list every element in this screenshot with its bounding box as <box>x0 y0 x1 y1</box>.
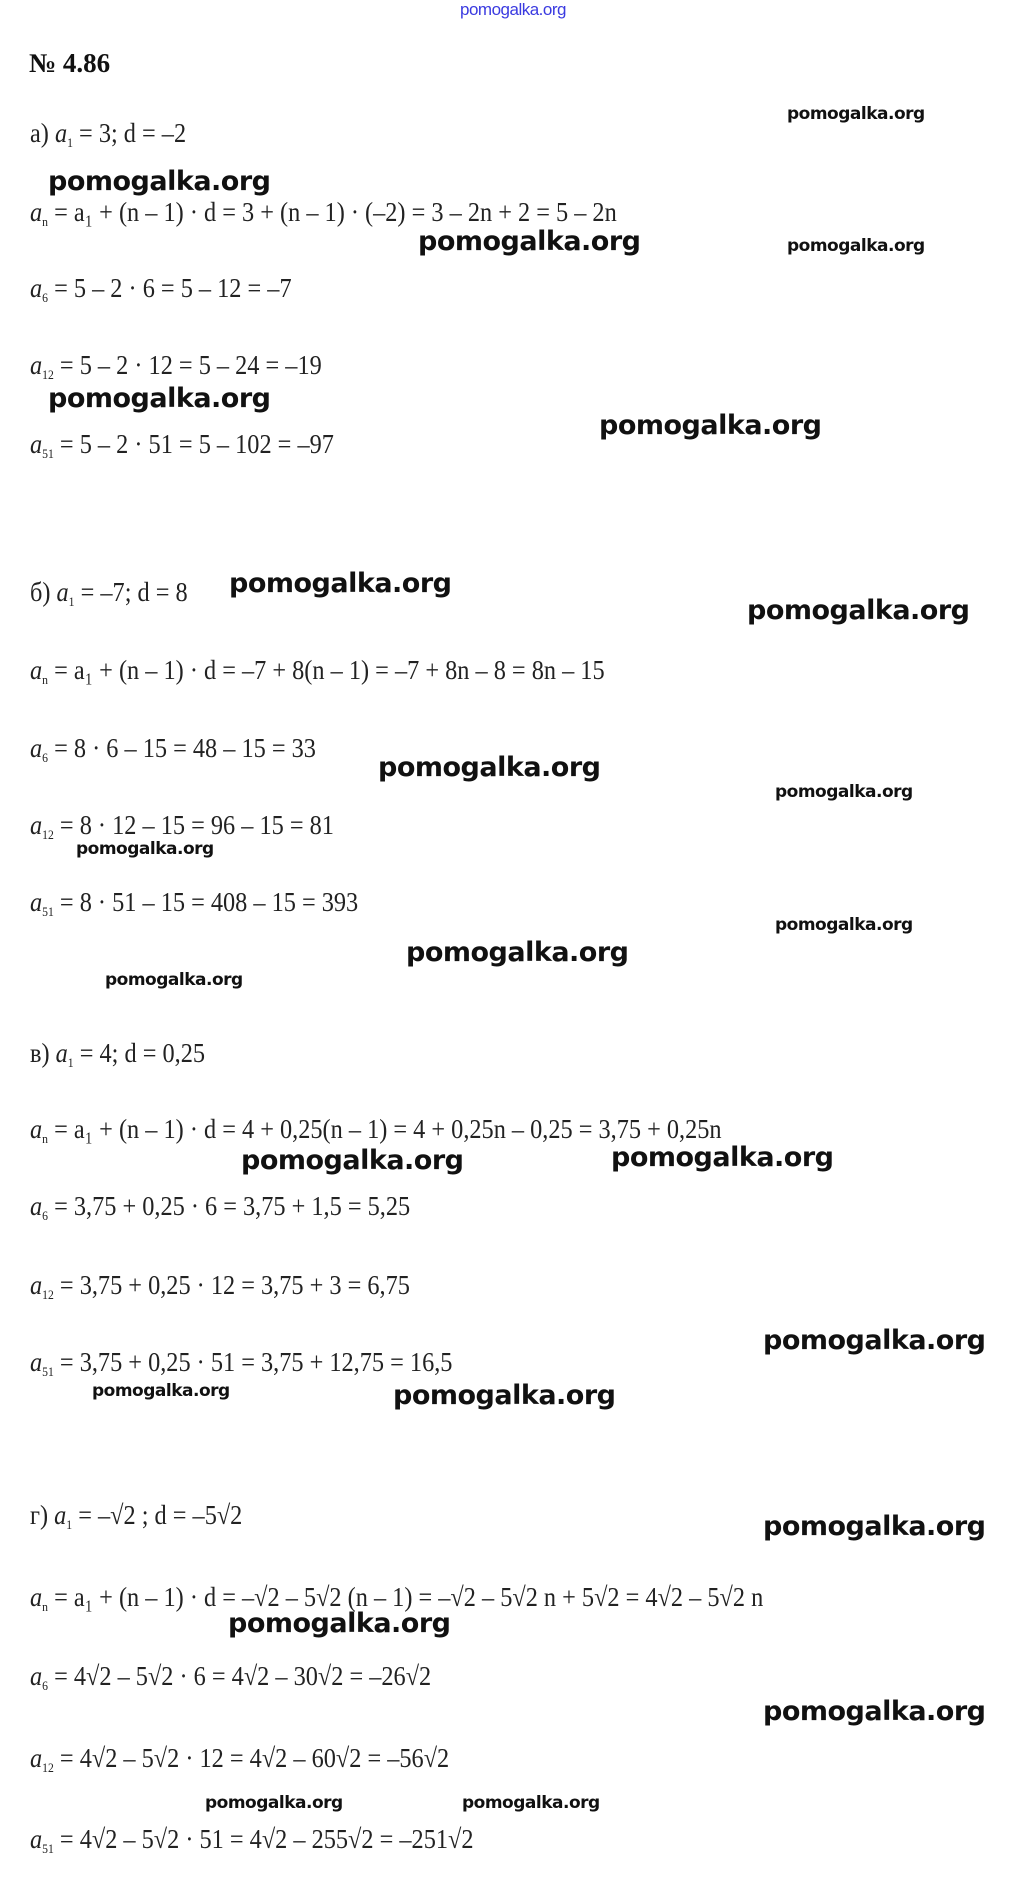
math-line <box>30 429 334 462</box>
watermark: pomogalka.org <box>611 1142 834 1173</box>
variable: a <box>56 577 69 607</box>
expression: = 3; d = –2 <box>72 118 187 148</box>
math-line <box>30 733 316 766</box>
watermark: pomogalka.org <box>241 1145 464 1176</box>
subscript: 12 <box>42 367 54 382</box>
part-label: г) <box>30 1500 49 1530</box>
subscript: 6 <box>42 290 48 305</box>
expression: = 4√2 – 5√2 · 6 = 4√2 – 30√2 = –26√2 <box>48 1661 432 1691</box>
watermark: pomogalka.org <box>406 937 629 968</box>
watermark: pomogalka.org <box>775 915 913 935</box>
expression: = 8 · 51 – 15 = 408 – 15 = 393 <box>53 887 359 917</box>
watermark: pomogalka.org <box>763 1325 986 1356</box>
variable: a <box>30 655 43 685</box>
part-label: а) <box>30 118 49 148</box>
part-label: б) <box>30 577 51 607</box>
math-line <box>30 1347 452 1380</box>
subscript: 51 <box>42 446 54 461</box>
math-line <box>30 1661 431 1694</box>
expression: = 5 – 2 · 51 = 5 – 102 = –97 <box>53 429 334 459</box>
variable: a <box>54 1500 67 1530</box>
expression: = 5 – 2 · 12 = 5 – 24 = –19 <box>53 350 322 380</box>
variable: a <box>30 1582 43 1612</box>
watermark: pomogalka.org <box>393 1380 616 1411</box>
math-line <box>30 350 322 383</box>
variable: a <box>30 1270 43 1300</box>
watermark: pomogalka.org <box>763 1696 986 1727</box>
watermark: pomogalka.org <box>787 236 925 256</box>
variable: a <box>30 1114 43 1144</box>
expression: = a₁ + (n – 1) · d = –7 + 8(n – 1) = –7 + 8n – 8 = 8n – 15 <box>48 655 605 685</box>
variable: a <box>30 350 43 380</box>
variable: a <box>55 1038 68 1068</box>
subscript: 6 <box>42 1678 48 1693</box>
watermark: pomogalka.org <box>775 782 913 802</box>
problem-number: № 4.86 <box>29 48 111 78</box>
subscript: 1 <box>66 1517 73 1532</box>
subscript: 51 <box>42 904 54 919</box>
expression: = 5 – 2 · 6 = 5 – 12 = –7 <box>48 273 292 303</box>
watermark: pomogalka.org <box>378 752 601 783</box>
subscript: 1 <box>67 135 73 150</box>
expression: = 3,75 + 0,25 · 51 = 3,75 + 12,75 = 16,5 <box>53 1347 453 1377</box>
subscript: 51 <box>42 1364 54 1379</box>
math-line <box>30 1824 473 1857</box>
expression: = –√2 ; d = –5√2 <box>72 1500 243 1530</box>
subscript: n <box>42 672 48 687</box>
expression: = 8 · 12 – 15 = 96 – 15 = 81 <box>53 810 334 840</box>
watermark: pomogalka.org <box>763 1511 986 1542</box>
expression: = –7; d = 8 <box>74 577 188 607</box>
subscript: 1 <box>67 1055 74 1070</box>
math-line <box>30 1191 410 1224</box>
subscript: 12 <box>42 1760 54 1775</box>
watermark: pomogalka.org <box>787 104 925 124</box>
math-line <box>30 118 186 151</box>
subscript: n <box>42 1599 48 1614</box>
watermark: pomogalka.org <box>229 568 452 599</box>
expression: = 4√2 – 5√2 · 12 = 4√2 – 60√2 = –56√2 <box>53 1743 450 1773</box>
variable: a <box>30 1824 43 1854</box>
math-line <box>30 655 605 688</box>
math-line <box>30 577 188 610</box>
expression: = a₁ + (n – 1) · d = 4 + 0,25(n – 1) = 4 + 0,25n – 0,25 = 3,75 + 0,25n <box>48 1114 722 1144</box>
watermark: pomogalka.org <box>92 1381 230 1401</box>
variable: a <box>30 197 43 227</box>
math-line <box>30 887 358 920</box>
subscript: 6 <box>42 1208 48 1223</box>
expression: = 8 · 6 – 15 = 48 – 15 = 33 <box>48 733 316 763</box>
expression: = a₁ + (n – 1) · d = 3 + (n – 1) · (–2) = 3 – 2n + 2 = 5 – 2n <box>48 197 617 227</box>
expression: = 4√2 – 5√2 · 51 = 4√2 – 255√2 = –251√2 <box>53 1824 474 1854</box>
subscript: 12 <box>42 827 54 842</box>
watermark: pomogalka.org <box>205 1793 343 1813</box>
watermark: pomogalka.org <box>105 970 243 990</box>
math-line <box>30 1500 242 1533</box>
variable: a <box>30 1191 43 1221</box>
subscript: 51 <box>42 1841 54 1856</box>
variable: a <box>54 118 68 148</box>
subscript: n <box>42 1131 48 1146</box>
variable: a <box>30 810 43 840</box>
subscript: 1 <box>68 594 75 609</box>
expression: = a₁ + (n – 1) · d = –√2 – 5√2 (n – 1) = –√2 – 5√2 n + 5√2 = 4√2 – 5√2 n <box>48 1582 764 1612</box>
watermark: pomogalka.org <box>747 595 970 626</box>
variable: a <box>30 1743 43 1773</box>
watermark: pomogalka.org <box>76 839 214 859</box>
variable: a <box>30 1661 43 1691</box>
watermark: pomogalka.org <box>48 166 271 197</box>
watermark: pomogalka.org <box>418 226 641 257</box>
expression: = 3,75 + 0,25 · 6 = 3,75 + 1,5 = 5,25 <box>48 1191 411 1221</box>
variable: a <box>30 733 43 763</box>
variable: a <box>30 887 43 917</box>
part-label: в) <box>30 1038 50 1068</box>
math-line <box>30 1270 410 1303</box>
subscript: n <box>42 214 48 229</box>
math-line <box>30 1038 205 1071</box>
math-line <box>30 273 292 306</box>
watermark: pomogalka.org <box>228 1608 451 1639</box>
header-watermark-link[interactable]: pomogalka.org <box>460 0 566 19</box>
subscript: 6 <box>42 750 48 765</box>
expression: = 3,75 + 0,25 · 12 = 3,75 + 3 = 6,75 <box>53 1270 410 1300</box>
watermark: pomogalka.org <box>48 383 271 414</box>
variable: a <box>30 273 43 303</box>
subscript: 12 <box>42 1287 54 1302</box>
expression: = 4; d = 0,25 <box>73 1038 206 1068</box>
watermark: pomogalka.org <box>462 1793 600 1813</box>
variable: a <box>30 1347 43 1377</box>
watermark: pomogalka.org <box>599 410 822 441</box>
math-line <box>30 1743 449 1776</box>
variable: a <box>30 429 43 459</box>
